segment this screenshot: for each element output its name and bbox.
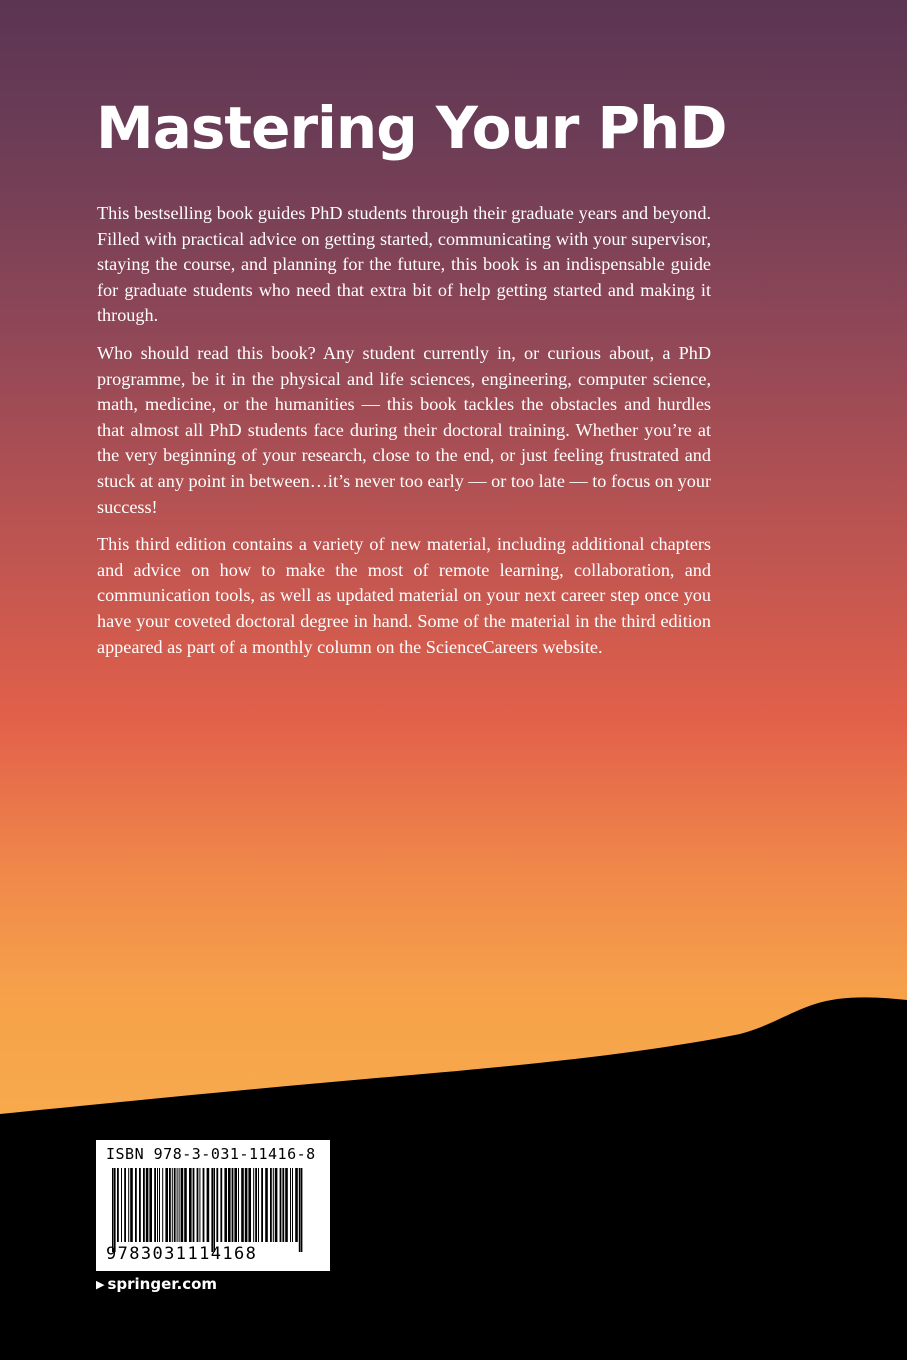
barcode-bar — [189, 1168, 192, 1242]
barcode-bar — [130, 1168, 133, 1242]
publisher-url: springer.com — [107, 1275, 218, 1293]
barcode-bar — [238, 1168, 239, 1242]
barcode-bar — [275, 1168, 278, 1242]
barcode-guard-bar — [114, 1168, 116, 1252]
barcode-bar — [146, 1168, 149, 1242]
barcode-bar — [232, 1168, 234, 1242]
barcode-bar — [162, 1168, 163, 1242]
barcode-bar — [128, 1168, 129, 1242]
barcode-bar — [197, 1168, 199, 1242]
isbn-barcode — [96, 1140, 330, 1271]
blurb-paragraph-1: This bestselling book guides PhD students through their graduate years and beyond. Filled with practical advice on getting started, communicating with your supervisor, staying the course, and planning for the future, this book is an indispensable guide for graduate students who need that extra bit of help getting started and making it through. — [97, 203, 711, 326]
barcode-guard-bar — [301, 1168, 303, 1252]
barcode-bar — [179, 1168, 180, 1242]
barcode-bar — [181, 1168, 184, 1242]
barcode-bar — [174, 1168, 176, 1242]
barcode-bar — [165, 1168, 168, 1242]
publisher-link[interactable] — [96, 1275, 217, 1293]
barcode-bar — [292, 1168, 293, 1242]
barcode-bar — [282, 1168, 284, 1242]
barcode-bar — [228, 1168, 231, 1242]
back-cover-blurb — [97, 201, 711, 672]
barcode-bar — [193, 1168, 195, 1242]
barcode-bar — [154, 1168, 156, 1242]
barcode-bar — [157, 1168, 158, 1242]
barcode-bar — [234, 1168, 237, 1242]
barcode-bar — [135, 1168, 137, 1242]
barcode-bar — [245, 1168, 248, 1242]
barcode-bar — [203, 1168, 205, 1242]
blurb-paragraph-2: Who should read this book? Any student currently in, or curious about, a PhD programme, be it in the physical and life sciences, engineering, computer science, math, medicine, or the humanities — this book tackles the obstacles and hurdles that almost all PhD students face during their doctoral training. Whether you’re at the very beginning of your research, close to the end, or just feeling frustrated and stuck at any point in between…it’s never too early — or too late — to focus on your success! — [97, 342, 711, 517]
barcode-bar — [253, 1168, 254, 1242]
book-title: Mastering Your PhD — [96, 94, 727, 162]
barcode-bar — [216, 1168, 218, 1242]
barcode-guard-bar — [211, 1168, 213, 1252]
barcode-digits: 9783031114168 — [106, 1244, 258, 1264]
barcode-bar — [255, 1168, 257, 1242]
barcode-bar — [177, 1168, 178, 1242]
blurb-paragraph-3: This third edition contains a variety of new material, including additional chapters and advice on how to make the most of remote learning, collaboration, and communication tools, as well as updated material on your next career step once you have your coveted doctoral degree in hand. Some of the material in the third edition appeared as part of a monthly column on the ScienceCareers website. — [97, 534, 711, 657]
barcode-bar — [117, 1168, 119, 1242]
barcode-guard-bar — [213, 1168, 215, 1252]
barcode-bar — [139, 1168, 141, 1242]
isbn-label: ISBN 978-3-031-11416-8 — [106, 1145, 316, 1163]
barcode-bar — [265, 1168, 268, 1242]
barcode-bar — [169, 1168, 171, 1242]
barcode-bar — [261, 1168, 263, 1242]
barcode-bar — [280, 1168, 282, 1242]
barcode-bar — [248, 1168, 251, 1242]
barcode-bar — [184, 1168, 187, 1242]
barcode-bar — [172, 1168, 173, 1242]
barcode-bar — [143, 1168, 145, 1242]
barcode-bar — [207, 1168, 210, 1242]
barcode-guard-bar — [112, 1168, 114, 1252]
barcode-bar — [241, 1168, 244, 1242]
barcode-bar — [159, 1168, 160, 1242]
barcode-bar — [290, 1168, 291, 1242]
barcode-bar — [149, 1168, 152, 1242]
triangle-right-icon: ▶ — [96, 1278, 105, 1291]
barcode-bar — [224, 1168, 227, 1242]
barcode-bar — [258, 1168, 259, 1242]
barcode-bar — [124, 1168, 126, 1242]
barcode-bar — [199, 1168, 200, 1242]
barcode-bar — [273, 1168, 274, 1242]
barcode-bar — [270, 1168, 272, 1242]
barcode-bar — [220, 1168, 222, 1242]
barcode-bar — [295, 1168, 298, 1242]
barcode-bar — [121, 1168, 122, 1242]
barcode-guard-bar — [299, 1168, 301, 1252]
barcode-bar — [285, 1168, 288, 1242]
